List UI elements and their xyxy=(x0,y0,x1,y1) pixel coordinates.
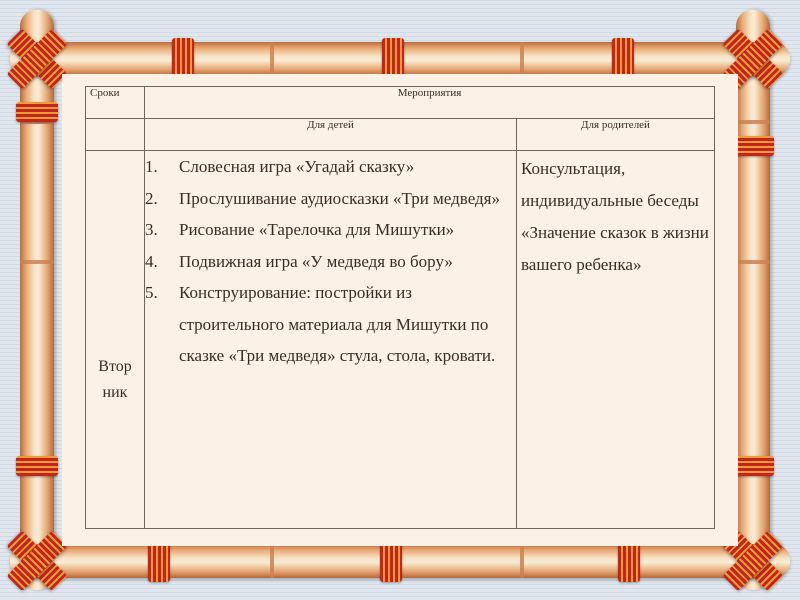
list-item-text: Подвижная игра «У медведя во бору» xyxy=(179,251,453,271)
list-item-number: 5. xyxy=(145,283,158,302)
schedule-table xyxy=(85,86,715,529)
list-item-text: Прослушивание аудиосказки «Три медведя» xyxy=(179,188,500,208)
bamboo-pole-left xyxy=(20,10,54,590)
list-item-number: 2. xyxy=(145,188,158,208)
list-item-number: 3. xyxy=(145,220,158,239)
parents-activities-cell: Консультация, индивидуальные беседы «Значение сказок в жизни вашего ребенка» xyxy=(517,151,715,529)
table-subheader-row xyxy=(86,119,715,151)
header-events: Мероприятия xyxy=(145,87,715,119)
bamboo-node xyxy=(520,544,524,578)
rope-binding xyxy=(16,102,58,122)
header-for-kids: Для детей xyxy=(145,119,517,151)
header-for-parents: Для родителей xyxy=(517,119,715,151)
rope-binding xyxy=(618,540,640,582)
rope-binding xyxy=(732,136,774,156)
list-item xyxy=(145,277,514,372)
rope-binding xyxy=(732,456,774,476)
list-item xyxy=(145,151,514,183)
bamboo-node xyxy=(20,260,54,264)
bamboo-node xyxy=(736,260,770,264)
bamboo-node xyxy=(270,42,274,76)
table-row xyxy=(86,151,715,529)
day-label-part2: ник xyxy=(102,383,128,401)
day-cell xyxy=(86,151,145,529)
list-item-text: Словесная игра «Угадай сказку» xyxy=(179,157,415,176)
bamboo-node xyxy=(520,42,524,76)
list-item xyxy=(145,183,514,215)
header-period: Сроки xyxy=(86,87,145,119)
rope-binding xyxy=(148,540,170,582)
table-header-row xyxy=(86,87,715,119)
header-period-empty xyxy=(86,119,145,151)
rope-binding xyxy=(16,456,58,476)
day-label-part1: Втор xyxy=(98,357,132,375)
list-item-number: 1. xyxy=(145,157,158,176)
list-item xyxy=(145,214,514,246)
activities-list xyxy=(145,151,514,372)
bamboo-node xyxy=(736,120,770,124)
list-item-text: Конструирование: постройки из строительного материала для Мишутки по сказке «Три медведя» стула, стола, кровати. xyxy=(179,283,496,365)
list-item-text: Рисование «Тарелочка для Мишутки» xyxy=(179,220,455,239)
kids-activities-cell xyxy=(145,151,517,529)
rope-binding xyxy=(380,540,402,582)
bamboo-pole-right xyxy=(736,10,770,590)
bamboo-node xyxy=(270,544,274,578)
list-item-number: 4. xyxy=(145,251,158,271)
list-item xyxy=(145,246,514,278)
